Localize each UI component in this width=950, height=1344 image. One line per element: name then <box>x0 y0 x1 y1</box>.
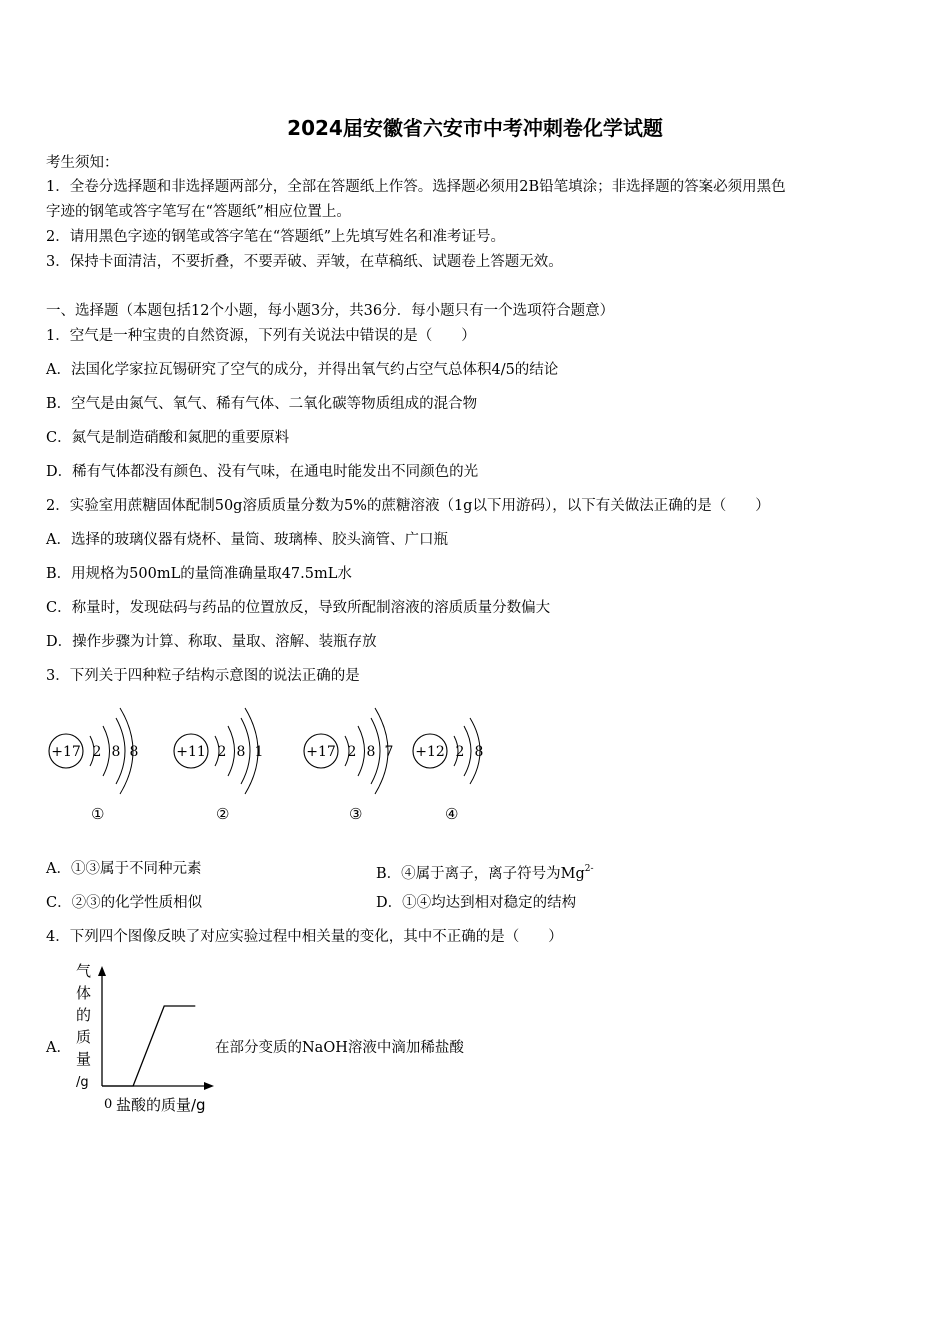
atom-label: ④ <box>445 805 459 823</box>
chart-y-arrow <box>98 966 106 976</box>
notice-item: 3．保持卡面清洁，不要折叠，不要弄破、弄皱，在草稿纸、试题卷上答题无效。 <box>46 254 563 270</box>
question-1-option-a: A．法国化学家拉瓦锡研究了空气的成分，并得出氧气约占空气总体积4/5的结论 <box>46 362 559 378</box>
chart-y-label-char: 气 <box>76 962 92 980</box>
chart-y-label-char: 量 <box>76 1050 92 1068</box>
question-2-stem: 2．实验室用蔗糖固体配制50g溶质质量分数为5%的蔗糖溶液（1g以下用游码），以下有关做法正确的是（ ） <box>46 498 770 514</box>
svg-text:8: 8 <box>474 744 484 760</box>
chart-x-axis-label: 盐酸的质量/g <box>116 1096 206 1114</box>
atom-label: ① <box>91 805 105 823</box>
chart-series-line <box>102 1006 195 1086</box>
question-2-option-a: A．选择的玻璃仪器有烧杯、量筒、玻璃棒、胶头滴管、广口瓶 <box>46 532 448 548</box>
question-4-option-a-description: 在部分变质的NaOH溶液中滴加稀盐酸 <box>215 1040 464 1056</box>
atom-diagram-2 <box>171 696 281 800</box>
question-1-option-b: B．空气是由氮气、氧气、稀有气体、二氧化碳等物质组成的混合物 <box>46 396 478 412</box>
question-4-option-a-label: A． <box>46 1040 71 1056</box>
svg-text:8: 8 <box>129 744 139 760</box>
svg-text:2: 2 <box>347 744 357 760</box>
svg-text:8: 8 <box>236 744 246 760</box>
svg-text:8: 8 <box>111 744 121 760</box>
notice-item: 2．请用黑色字迹的钢笔或答字笔在“答题纸”上先填写姓名和准考证号。 <box>46 229 506 245</box>
notice-heading: 考生须知： <box>46 155 119 171</box>
atom-diagram-4 <box>410 696 500 800</box>
chart-y-axis-label <box>76 962 91 1090</box>
svg-text:+17: +17 <box>306 744 336 760</box>
question-3-option-d: D．①④均达到相对稳定的结构 <box>376 895 577 911</box>
gas-mass-chart <box>40 958 230 1122</box>
chart-y-label-char: 质 <box>76 1028 92 1046</box>
atom-diagram-3 <box>301 696 411 800</box>
question-3-option-c: C．②③的化学性质相似 <box>46 895 203 911</box>
svg-text:2: 2 <box>92 744 102 760</box>
question-2-option-b: B．用规格为500mL的量筒准确量取47.5mL水 <box>46 566 352 582</box>
question-2-option-c: C．称量时，发现砝码与药品的位置放反，导致所配制溶液的溶质质量分数偏大 <box>46 600 551 616</box>
chart-origin: 0 <box>104 1097 113 1112</box>
notice-item: 1．全卷分选择题和非选择题两部分，全部在答题纸上作答。选择题必须用2B铅笔填涂；非选择题的答案必须用黑色 <box>46 179 786 195</box>
chart-x-arrow <box>204 1082 214 1090</box>
atom-diagram-1 <box>46 696 156 800</box>
chart-y-label-char: 体 <box>76 984 92 1002</box>
svg-text:1: 1 <box>254 744 264 760</box>
svg-text:+12: +12 <box>415 744 445 760</box>
page-title: 2024届安徽省六安市中考冲刺卷化学试题 <box>287 116 663 140</box>
question-1-stem: 1．空气是一种宝贵的自然资源，下列有关说法中错误的是（ ） <box>46 328 476 344</box>
svg-text:+11: +11 <box>176 744 206 760</box>
atom-label: ③ <box>349 805 363 823</box>
svg-text:2: 2 <box>455 744 465 760</box>
question-3-option-b: B．④属于离子，离子符号为$Mg^{2-}$ <box>376 864 594 882</box>
chart-y-label-char: /g <box>76 1075 89 1090</box>
svg-text:8: 8 <box>366 744 376 760</box>
section-heading: 一、选择题（本题包括12个小题，每小题3分，共36分．每小题只有一个选项符合题意） <box>46 303 615 319</box>
chart-y-label-char: 的 <box>76 1006 92 1024</box>
question-3-option-a: A．①③属于不同种元素 <box>46 861 202 877</box>
question-1-option-c: C．氮气是制造硝酸和氮肥的重要原料 <box>46 430 290 446</box>
question-3-stem: 3．下列关于四种粒子结构示意图的说法正确的是 <box>46 668 360 684</box>
svg-text:2: 2 <box>217 744 227 760</box>
atom-label: ② <box>216 805 230 823</box>
svg-text:+17: +17 <box>51 744 81 760</box>
question-1-option-d: D．稀有气体都没有颜色、没有气味，在通电时能发出不同颜色的光 <box>46 464 479 480</box>
question-2-option-d: D．操作步骤为计算、称取、量取、溶解、装瓶存放 <box>46 634 377 650</box>
notice-item: 字迹的钢笔或答字笔写在“答题纸”相应位置上。 <box>46 204 351 220</box>
question-4-stem: 4．下列四个图像反映了对应实验过程中相关量的变化，其中不正确的是（ ） <box>46 929 563 945</box>
svg-text:7: 7 <box>384 744 394 760</box>
